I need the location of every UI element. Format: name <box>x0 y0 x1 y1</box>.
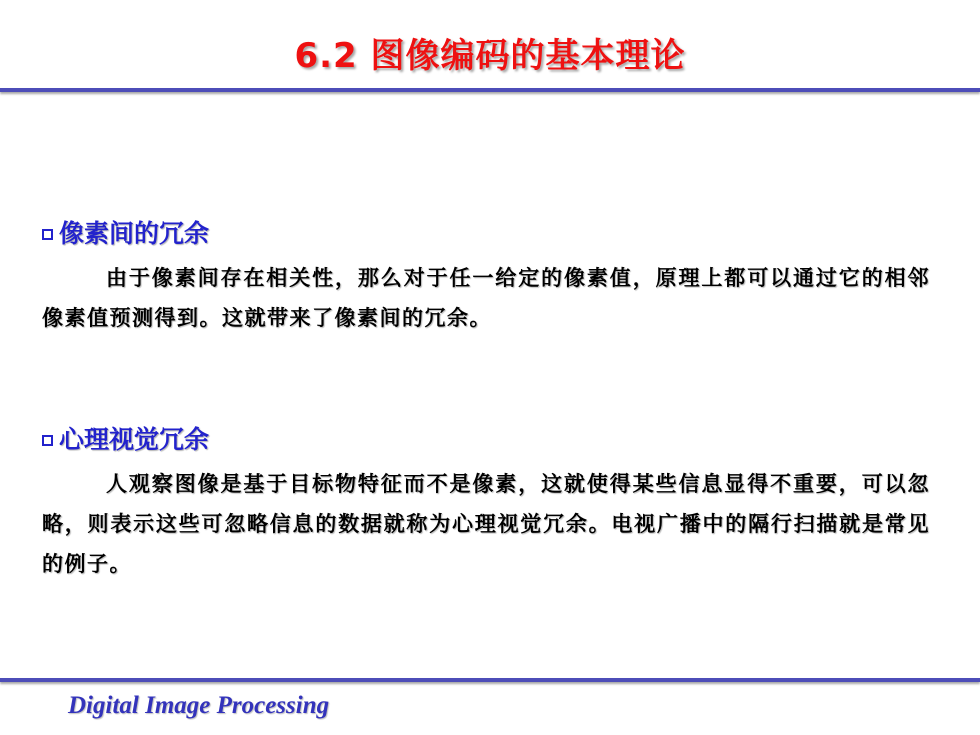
section-heading-row <box>42 214 930 254</box>
bottom-divider <box>0 678 980 682</box>
section-heading: 心理视觉冗余 <box>59 425 210 454</box>
section-body: 人观察图像是基于目标物特征而不是像素，这就使得某些信息显得不重要，可以忽略，则表示这些可忽略信息的数据就称为心理视觉冗余。电视广播中的隔行扫描就是常见的例子。 <box>42 472 930 576</box>
top-divider <box>0 88 980 92</box>
section-pixel-redundancy <box>42 214 930 338</box>
section-psychovisual-redundancy <box>42 420 930 584</box>
hollow-square-bullet-icon <box>42 229 53 240</box>
footer-course-title: Digital Image Processing <box>68 692 330 719</box>
section-body: 由于像素间存在相关性，那么对于任一给定的像素值，原理上都可以通过它的相邻像素值预测得到。这就带来了像素间的冗余。 <box>42 266 930 330</box>
section-heading: 像素间的冗余 <box>59 219 210 248</box>
hollow-square-bullet-icon <box>42 435 53 446</box>
section-heading-row <box>42 420 930 460</box>
slide-title: 6.2 图像编码的基本理论 <box>294 36 686 76</box>
